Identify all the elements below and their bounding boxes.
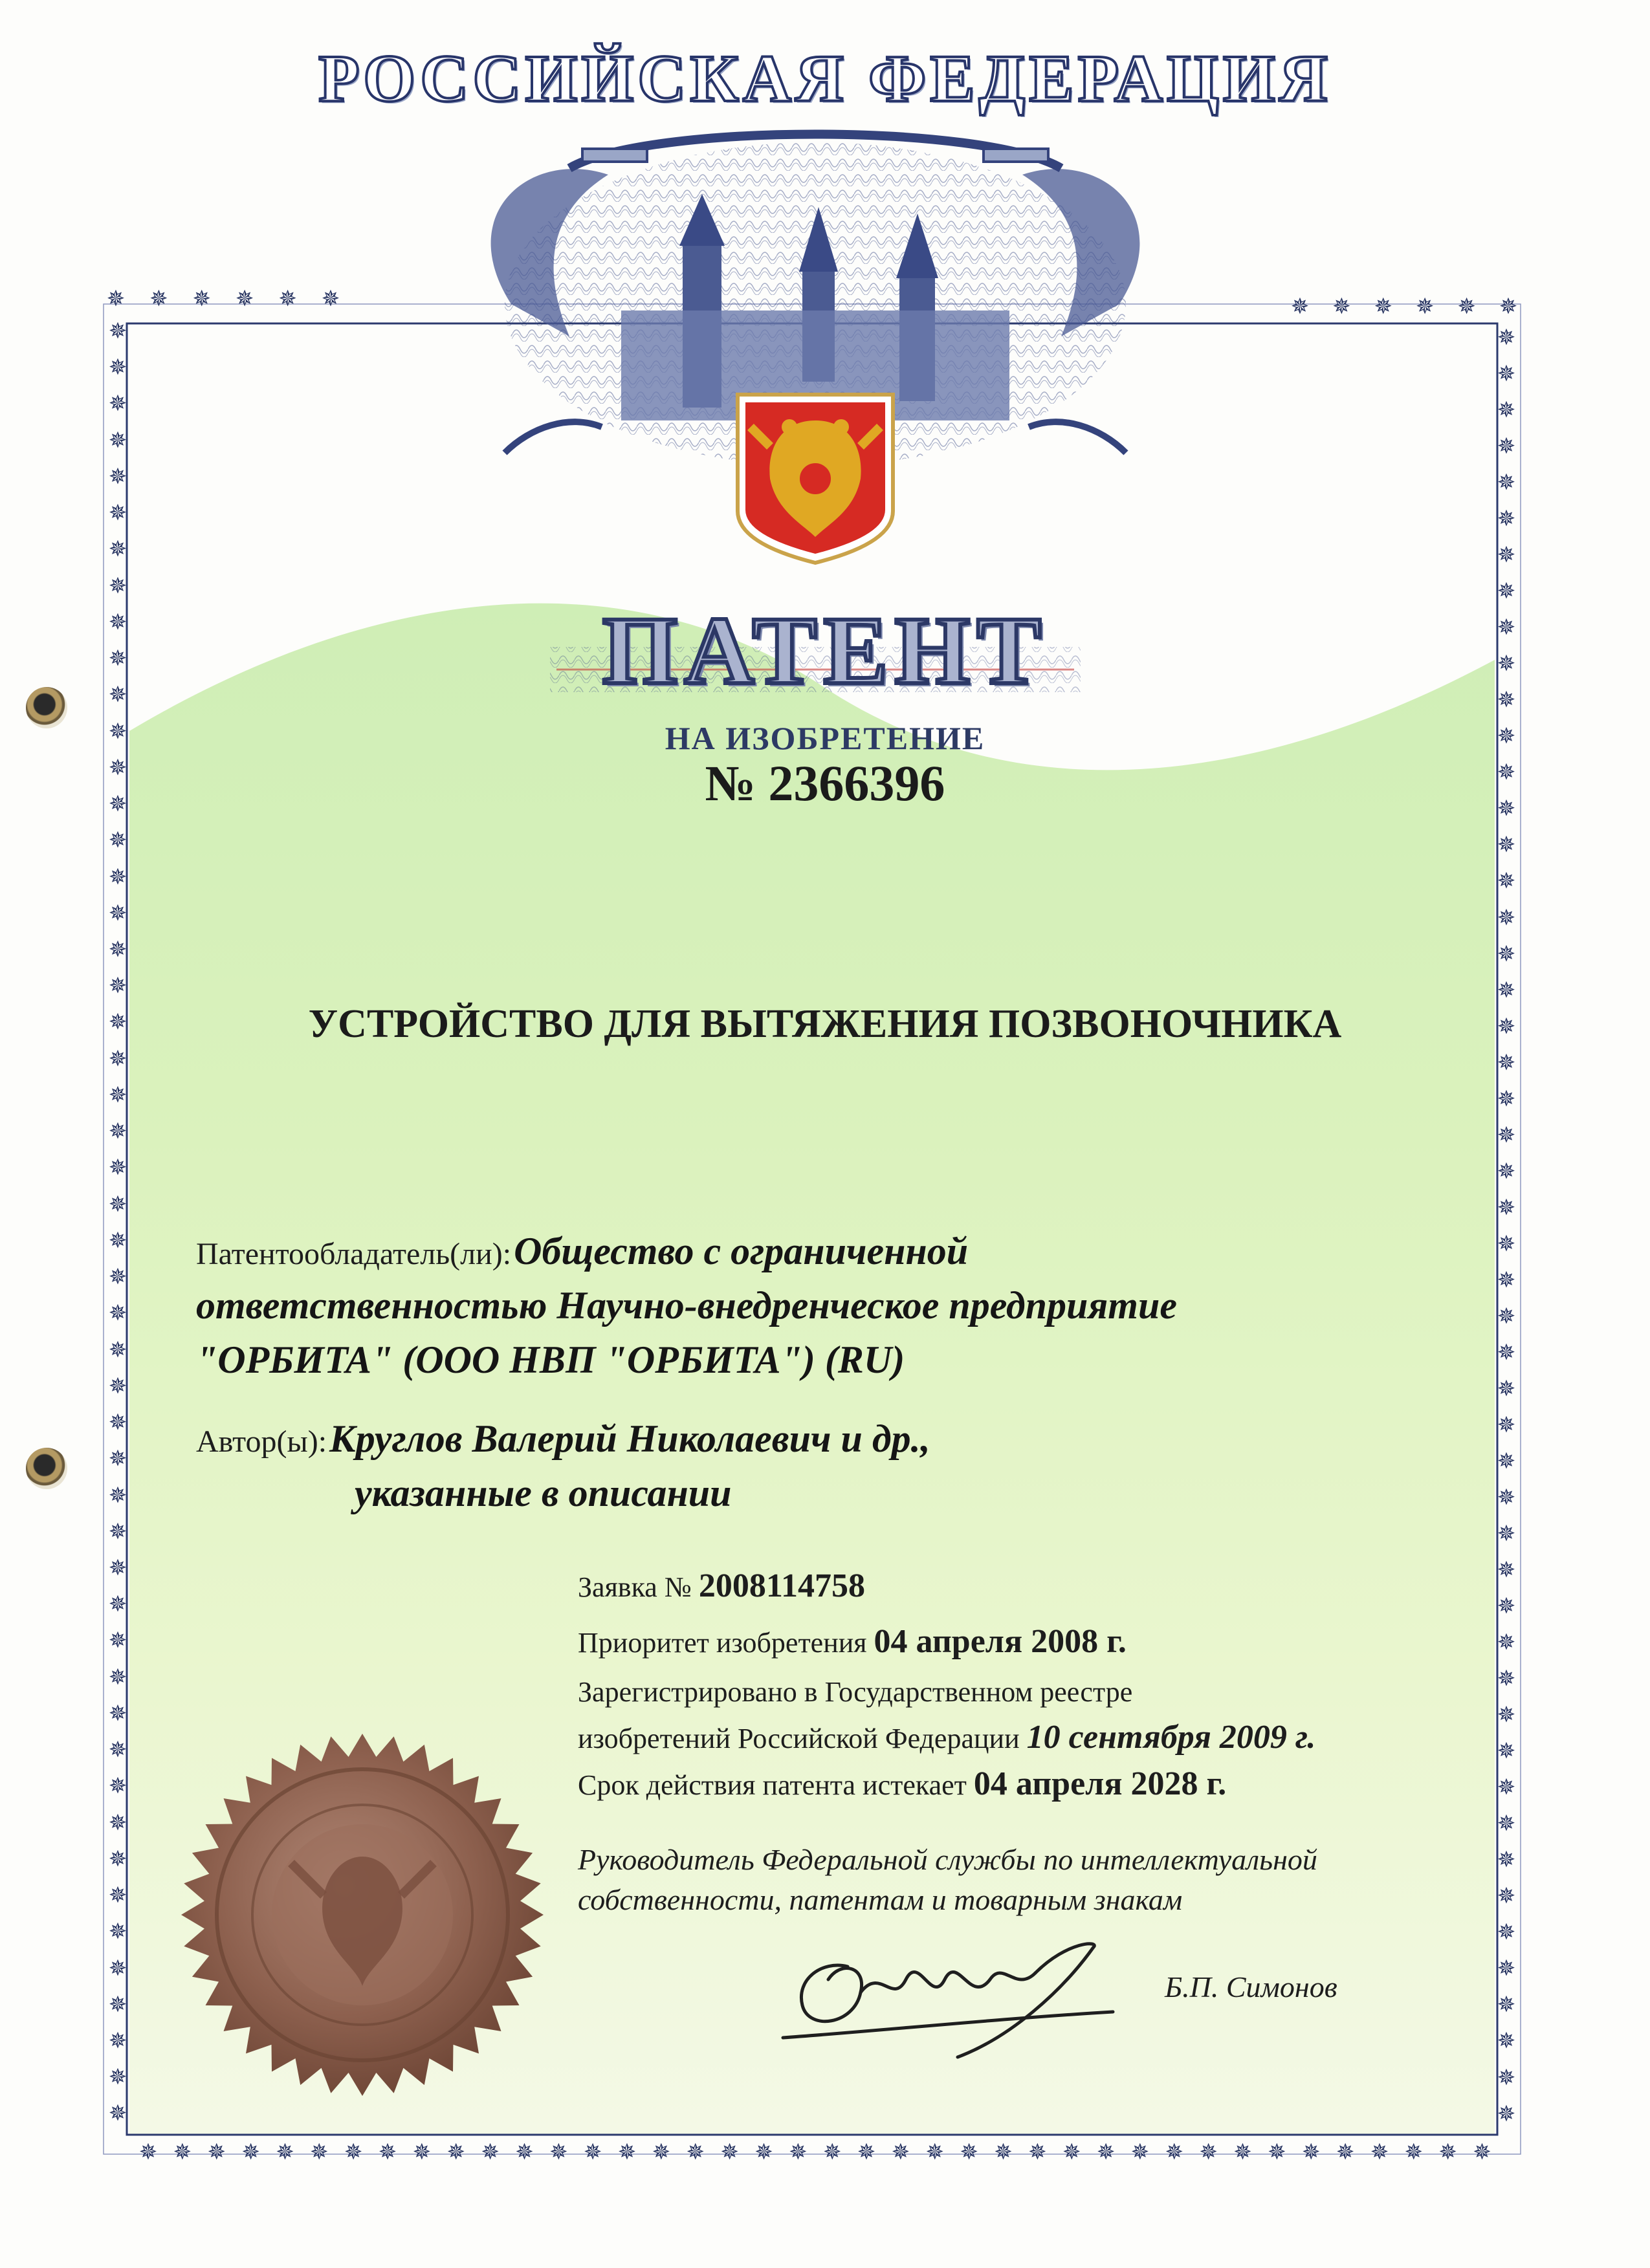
star-icon: ✵ — [108, 754, 127, 781]
star-icon: ✵ — [108, 320, 127, 344]
star-icon: ✵ — [1404, 2139, 1424, 2165]
star-icon: ✵ — [1497, 1811, 1516, 1837]
head-of-service — [578, 1840, 1317, 1920]
application-number: 2008114758 — [698, 1567, 865, 1604]
star-icon: ✵ — [108, 1773, 127, 1800]
star-icon: ✵ — [789, 2139, 808, 2165]
star-icon: ✵ — [276, 2139, 294, 2165]
star-icon: ✵ — [1497, 506, 1516, 532]
registered-label: изобретений Российской Федерации — [578, 1723, 1020, 1754]
star-icon: ✵ — [108, 1809, 127, 1836]
star-icon: ✵ — [1096, 2139, 1116, 2165]
country-title: РОССИЙСКАЯ ФЕДЕРАЦИЯ — [318, 41, 1332, 116]
star-icon: ✵ — [1497, 1992, 1516, 2018]
binder-hole — [26, 1448, 67, 1489]
star-icon: ✵ — [1497, 1013, 1516, 1040]
star-icon: ✵ — [108, 718, 127, 745]
authors-line-2: указанные в описании — [355, 1472, 732, 1514]
star-icon: ✵ — [446, 2139, 465, 2165]
star-icon: ✵ — [652, 2139, 671, 2165]
authors-line-1 — [196, 1417, 930, 1461]
star-icon: ✵ — [1497, 904, 1516, 931]
star-icon: ✵ — [1497, 1339, 1516, 1366]
star-icon: ✵ — [925, 2139, 945, 2165]
star-icon: ✵ — [1497, 1919, 1516, 1946]
star-icon: ✵ — [108, 1227, 127, 1254]
star-icon: ✵ — [822, 2139, 842, 2165]
star-icon: ✵ — [108, 1554, 127, 1581]
star-icon: ✵ — [108, 572, 127, 599]
star-icon: ✵ — [344, 2139, 363, 2165]
priority-label: Приоритет изобретения — [578, 1627, 867, 1659]
star-icon: ✵ — [106, 286, 126, 312]
star-icon: ✵ — [149, 286, 168, 312]
star-icon: ✵ — [173, 2139, 192, 2165]
star-icon: ✵ — [1497, 1230, 1516, 1257]
authors-name: Круглов Валерий Николаевич и др., — [329, 1417, 930, 1460]
border-stars-top-left — [104, 285, 343, 313]
star-icon: ✵ — [1497, 1194, 1516, 1221]
star-icon: ✵ — [960, 2139, 978, 2165]
patent-title: ПАТЕНТ — [602, 597, 1048, 704]
head-line-2: собственности, патентам и товарным знакам — [578, 1883, 1183, 1916]
star-icon: ✵ — [1497, 327, 1516, 351]
star-icon: ✵ — [583, 2139, 602, 2165]
star-icon: ✵ — [207, 2139, 226, 2165]
star-icon: ✵ — [754, 2139, 773, 2165]
star-icon: ✵ — [108, 1700, 127, 1727]
star-icon: ✵ — [1497, 1158, 1516, 1184]
star-icon: ✵ — [241, 2139, 260, 2165]
application-line — [578, 1567, 865, 1605]
star-icon: ✵ — [1497, 578, 1516, 605]
star-icon: ✵ — [108, 2100, 127, 2125]
star-icon: ✵ — [617, 2139, 637, 2165]
star-icon: ✵ — [1268, 2139, 1286, 2165]
star-icon: ✵ — [108, 1518, 127, 1545]
expiry-line — [578, 1765, 1226, 1803]
star-icon: ✵ — [310, 2139, 329, 2165]
border-stars-top-right — [1288, 292, 1521, 321]
star-icon: ✵ — [549, 2139, 568, 2165]
star-icon: ✵ — [108, 1336, 127, 1363]
star-icon: ✵ — [1415, 294, 1435, 320]
star-icon: ✵ — [108, 1155, 127, 1181]
star-icon: ✵ — [1497, 1085, 1516, 1112]
star-icon: ✵ — [108, 1664, 127, 1690]
star-icon: ✵ — [108, 1045, 127, 1072]
star-icon: ✵ — [1028, 2139, 1047, 2165]
star-icon: ✵ — [108, 1591, 127, 1618]
star-icon: ✵ — [1130, 2139, 1150, 2165]
star-icon: ✵ — [108, 1846, 127, 1872]
signer-name: Б.П. Симонов — [1165, 1970, 1337, 2003]
star-icon: ✵ — [321, 286, 340, 312]
star-icon: ✵ — [108, 864, 127, 890]
star-icon: ✵ — [1457, 294, 1476, 320]
star-icon: ✵ — [1497, 1956, 1516, 1982]
star-icon: ✵ — [1332, 294, 1351, 320]
star-icon: ✵ — [481, 2139, 500, 2165]
star-icon: ✵ — [192, 286, 212, 312]
star-icon: ✵ — [108, 1737, 127, 1763]
star-icon: ✵ — [1233, 2139, 1252, 2165]
star-icon: ✵ — [108, 1482, 127, 1509]
expiry-date: 04 апреля 2028 г. — [973, 1765, 1227, 1802]
star-icon: ✵ — [686, 2139, 705, 2165]
star-icon: ✵ — [1199, 2139, 1218, 2165]
star-icon: ✵ — [1374, 294, 1393, 320]
star-icon: ✵ — [108, 1446, 127, 1472]
star-icon: ✵ — [1497, 1630, 1516, 1656]
star-icon: ✵ — [1165, 2139, 1184, 2165]
star-icon: ✵ — [108, 900, 127, 926]
star-icon: ✵ — [1497, 1485, 1516, 1510]
holder-line-3: "ОРБИТА" (ООО НВП "ОРБИТА") (RU) — [196, 1338, 905, 1381]
star-icon: ✵ — [1497, 2100, 1516, 2125]
star-icon: ✵ — [1290, 294, 1310, 320]
star-icon: ✵ — [108, 463, 127, 490]
star-icon: ✵ — [1497, 433, 1516, 460]
star-icon: ✵ — [1497, 796, 1516, 822]
star-icon: ✵ — [1497, 723, 1516, 750]
holder-line-1 — [196, 1229, 968, 1274]
star-icon: ✵ — [1497, 1738, 1516, 1765]
star-icon: ✵ — [1497, 1412, 1516, 1438]
star-icon: ✵ — [994, 2139, 1013, 2165]
star-icon: ✵ — [1497, 1521, 1516, 1547]
star-icon: ✵ — [108, 1009, 127, 1036]
invention-title: УСТРОЙСТВО ДЛЯ ВЫТЯЖЕНИЯ ПОЗВОНОЧНИКА — [308, 1002, 1342, 1046]
star-icon: ✵ — [1062, 2139, 1081, 2165]
star-icon: ✵ — [1497, 832, 1516, 858]
application-label: Заявка № — [578, 1571, 692, 1603]
star-icon: ✵ — [1497, 397, 1516, 424]
star-icon: ✵ — [108, 427, 127, 453]
star-icon: ✵ — [1497, 361, 1516, 387]
star-icon: ✵ — [108, 973, 127, 999]
star-icon: ✵ — [108, 646, 127, 672]
star-icon: ✵ — [108, 1373, 127, 1399]
star-icon: ✵ — [108, 536, 127, 563]
star-icon: ✵ — [108, 1191, 127, 1217]
star-icon: ✵ — [412, 2139, 432, 2165]
star-icon: ✵ — [1497, 2064, 1516, 2091]
star-icon: ✵ — [1497, 1557, 1516, 1584]
star-icon: ✵ — [138, 2139, 158, 2165]
authors-label: Автор(ы): — [196, 1424, 327, 1459]
star-icon: ✵ — [1497, 1593, 1516, 1620]
star-icon: ✵ — [720, 2139, 739, 2165]
registered-line-1: Зарегистрировано в Государственном реестре — [578, 1676, 1133, 1708]
star-icon: ✵ — [1497, 687, 1516, 714]
holder-label: Патентообладатель(ли): — [196, 1237, 512, 1271]
star-icon: ✵ — [108, 1919, 127, 1945]
holder-line-2: ответственностью Научно-внедренческое предприятие — [196, 1284, 1177, 1327]
star-icon: ✵ — [108, 1628, 127, 1654]
star-icon: ✵ — [1497, 1122, 1516, 1148]
star-icon: ✵ — [1497, 977, 1516, 1003]
star-icon: ✵ — [1497, 1774, 1516, 1801]
star-icon: ✵ — [108, 1300, 127, 1327]
star-icon: ✵ — [108, 1882, 127, 1909]
holder-name: Общество с ограниченной — [514, 1230, 969, 1272]
star-icon: ✵ — [515, 2139, 534, 2165]
star-icon: ✵ — [1438, 2139, 1457, 2165]
star-icon: ✵ — [378, 2139, 397, 2165]
star-icon: ✵ — [1497, 1375, 1516, 1402]
border-stars-left — [104, 320, 132, 2125]
star-icon: ✵ — [108, 354, 127, 381]
star-icon: ✵ — [1497, 1883, 1516, 1910]
star-icon: ✵ — [857, 2139, 876, 2165]
expiry-label: Срок действия патента истекает — [578, 1769, 967, 1801]
star-icon: ✵ — [108, 1955, 127, 1981]
star-icon: ✵ — [1497, 1702, 1516, 1728]
star-icon: ✵ — [108, 682, 127, 708]
star-icon: ✵ — [1497, 759, 1516, 786]
star-icon: ✵ — [1473, 2139, 1491, 2165]
star-icon: ✵ — [1497, 470, 1516, 496]
priority-line — [578, 1622, 1127, 1661]
star-icon: ✵ — [1497, 941, 1516, 967]
star-icon: ✵ — [1497, 615, 1516, 641]
star-icon: ✵ — [1301, 2139, 1321, 2165]
star-icon: ✵ — [108, 827, 127, 854]
star-icon: ✵ — [1497, 2028, 1516, 2055]
star-icon: ✵ — [891, 2139, 910, 2165]
star-icon: ✵ — [1336, 2139, 1355, 2165]
patent-subtitle: НА ИЗОБРЕТЕНИЕ — [665, 720, 985, 756]
star-icon: ✵ — [1370, 2139, 1389, 2165]
star-icon: ✵ — [1499, 294, 1518, 320]
star-icon: ✵ — [1497, 1666, 1516, 1692]
star-icon: ✵ — [108, 936, 127, 963]
border-stars-bottom — [136, 2138, 1495, 2166]
star-icon: ✵ — [108, 1991, 127, 2018]
star-icon: ✵ — [108, 2028, 127, 2055]
star-icon: ✵ — [108, 609, 127, 635]
star-icon: ✵ — [1497, 1267, 1516, 1293]
star-icon: ✵ — [108, 1118, 127, 1145]
star-icon: ✵ — [1497, 651, 1516, 677]
head-line-1: Руководитель Федеральной службы по интеллектуальной — [578, 1843, 1317, 1876]
star-icon: ✵ — [1497, 1847, 1516, 1873]
star-icon: ✵ — [235, 286, 254, 312]
star-icon: ✵ — [1497, 1303, 1516, 1329]
star-icon: ✵ — [108, 500, 127, 527]
registered-date: 10 сентября 2009 г. — [1026, 1719, 1316, 1756]
patent-number: № 2366396 — [705, 755, 945, 811]
star-icon: ✵ — [1497, 1448, 1516, 1474]
star-icon: ✵ — [108, 1410, 127, 1436]
star-icon: ✵ — [278, 286, 297, 312]
star-icon: ✵ — [1497, 542, 1516, 569]
russian-coat-of-arms-icon — [738, 395, 893, 563]
star-icon: ✵ — [108, 1264, 127, 1291]
star-icon: ✵ — [108, 2064, 127, 2091]
registered-line-2 — [578, 1718, 1315, 1756]
star-icon: ✵ — [1497, 868, 1516, 895]
star-icon: ✵ — [108, 791, 127, 818]
star-icon: ✵ — [108, 391, 127, 417]
priority-date: 04 апреля 2008 г. — [874, 1623, 1127, 1660]
star-icon: ✵ — [108, 1082, 127, 1108]
star-icon: ✵ — [1497, 1049, 1516, 1076]
